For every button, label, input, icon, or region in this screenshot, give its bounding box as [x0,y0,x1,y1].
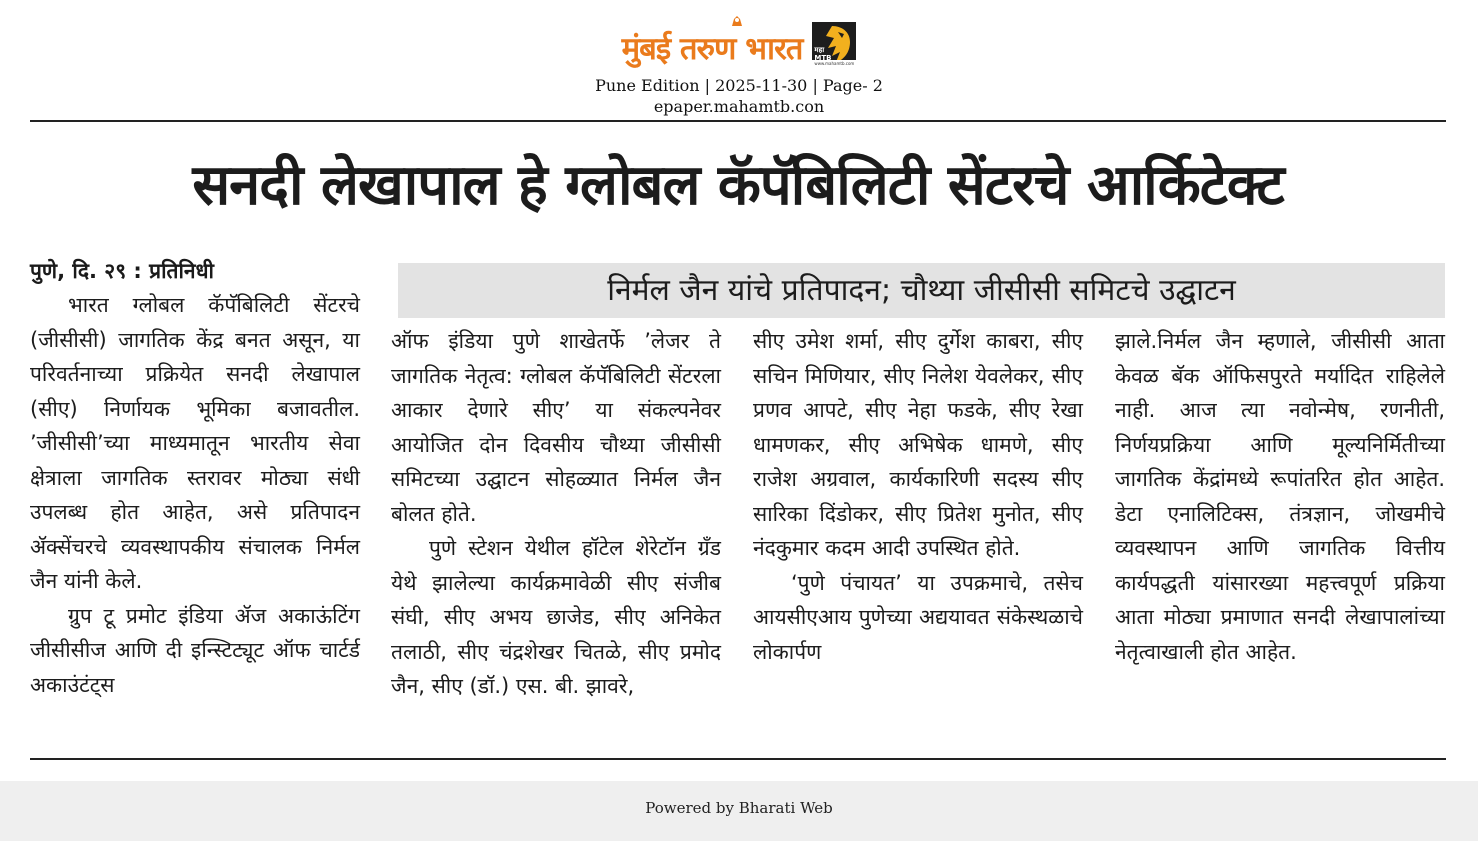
paragraph: झाले.निर्मल जैन म्हणाले, जीसीसी आता केवळ बॅक ऑफिसपुरते मर्यादित राहिलेले नाही. आज त्या नवोन्मेष, रणनीती, निर्णयप्रक्रिया आणि मूल्यनिर्मितीच्या जागतिक केंद्रांमध्ये रूपांतरित होत आहेत. डेटा एनालिटिक्स, तंत्रज्ञान, जोखमीचे व्यवस्थापन आणि जागतिक वित्तीय कार्यपद्धती यांसारख्या महत्त्वपूर्ण प्रक्रिया आता मोठ्या प्रमाणात सनदी लेखापालांच्या नेतृत्वाखाली होत आहेत. [1115,329,1445,664]
paragraph: ग्रुप टू प्रमोट इंडिया ॲज अकाऊंटिंग जीसीसीज आणि दी इन्स्टिट्यूट ऑफ चार्टर्ड अकाउंटंट्स [30,603,360,697]
lion-emblem-icon [730,15,744,27]
badge-url: www.mahamtb.com [814,61,855,66]
paragraph: भारत ग्लोबल कॅपॅबिलिटी सेंटरचे (जीसीसी) जागतिक केंद्र बनत असून, या परिवर्तनाच्या प्रक्रियेत सनदी लेखापाल (सीए) निर्णायक भूमिका बजावतील. ’जीसीसी’च्या माध्यमातून भारतीय सेवा क्षेत्राला जागतिक स्तरावर मोठ्या संधी उपलब्ध होत आहेत, असे प्रतिपादन ॲक्सेंचरचे व्यवस्थापकीय संचालक निर्मल जैन यांनी केले. [30,293,360,593]
paragraph: ‘पुणे पंचायत’ या उपक्रमाचे, तसेच आयसीएआय पुणेच्या अद्ययावत संकेस्थळाचे लोकार्पण [753,570,1083,664]
powered-by-link[interactable]: Powered by Bharati Web [645,799,833,817]
paragraph: सीए उमेश शर्मा, सीए दुर्गेश काबरा, सीए सचिन मिणियार, सीए निलेश येवलेकर, सीए प्रणव आपटे, सीए नेहा फडके, सीए रेखा धामणकर, सीए अभिषेक धामणे, सीए राजेश अग्रवाल, कार्यकारिणी सदस्य सीए सारिका दिंडोकर, सीए प्रितेश मुनोत, सीए नंदकुमार कदम आदी उपस्थित होते. [753,329,1083,560]
page-footer [0,781,1478,841]
bottom-divider [30,758,1446,760]
article-dateline: पुणे, दि. २९ : प्रतिनिधी [30,259,214,283]
article-subhead: निर्मल जैन यांचे प्रतिपादन; चौथ्या जीसीसी समिटचे उद्घाटन [398,263,1445,318]
newspaper-logo[interactable] [622,21,803,69]
article-column-1 [30,288,360,702]
maha-mtb-badge[interactable] [812,22,856,68]
paragraph: ऑफ इंडिया पुणे शाखेतर्फे ’लेजर ते जागतिक नेतृत्व: ग्लोबल कॅपॅबिलिटी सेंटरला आकार देणारे सीए’ या संकल्पनेवर आयोजित दोन दिवसीय चौथ्या जीसीसी समिटच्या उद्घाटन सोहळ्यात निर्मल जैन बोलत होते. [391,329,721,526]
article-headline: सनदी लेखापाल हे ग्लोबल कॅपॅबिलिटी सेंटरचे आर्किटेक्ट [192,153,1284,218]
epaper-site[interactable]: epaper.mahamtb.con [653,97,825,116]
article-column-3 [753,324,1083,669]
badge-text: महा MTB [814,46,832,62]
edition-info: Pune Edition | 2025-11-30 | Page- 2 [595,76,883,95]
logo-text: मुंबई तरुण भारत [621,31,803,67]
article-column-2 [391,324,721,704]
logo-row [0,18,1478,72]
top-divider [30,120,1446,122]
masthead [0,14,1478,118]
paragraph: पुणे स्टेशन येथील हॉटेल शेरेटॉन ग्रँड येथे झालेल्या कार्यक्रमावेळी सीए संजीब संघी, सीए अभय छाजेड, सीए अनिकेत तलाठी, सीए चंद्रशेखर चितळे, सीए प्रमोद जैन, सीए (डॉ.) एस. बी. झावरे, [391,536,721,698]
article-column-4 [1115,324,1445,669]
